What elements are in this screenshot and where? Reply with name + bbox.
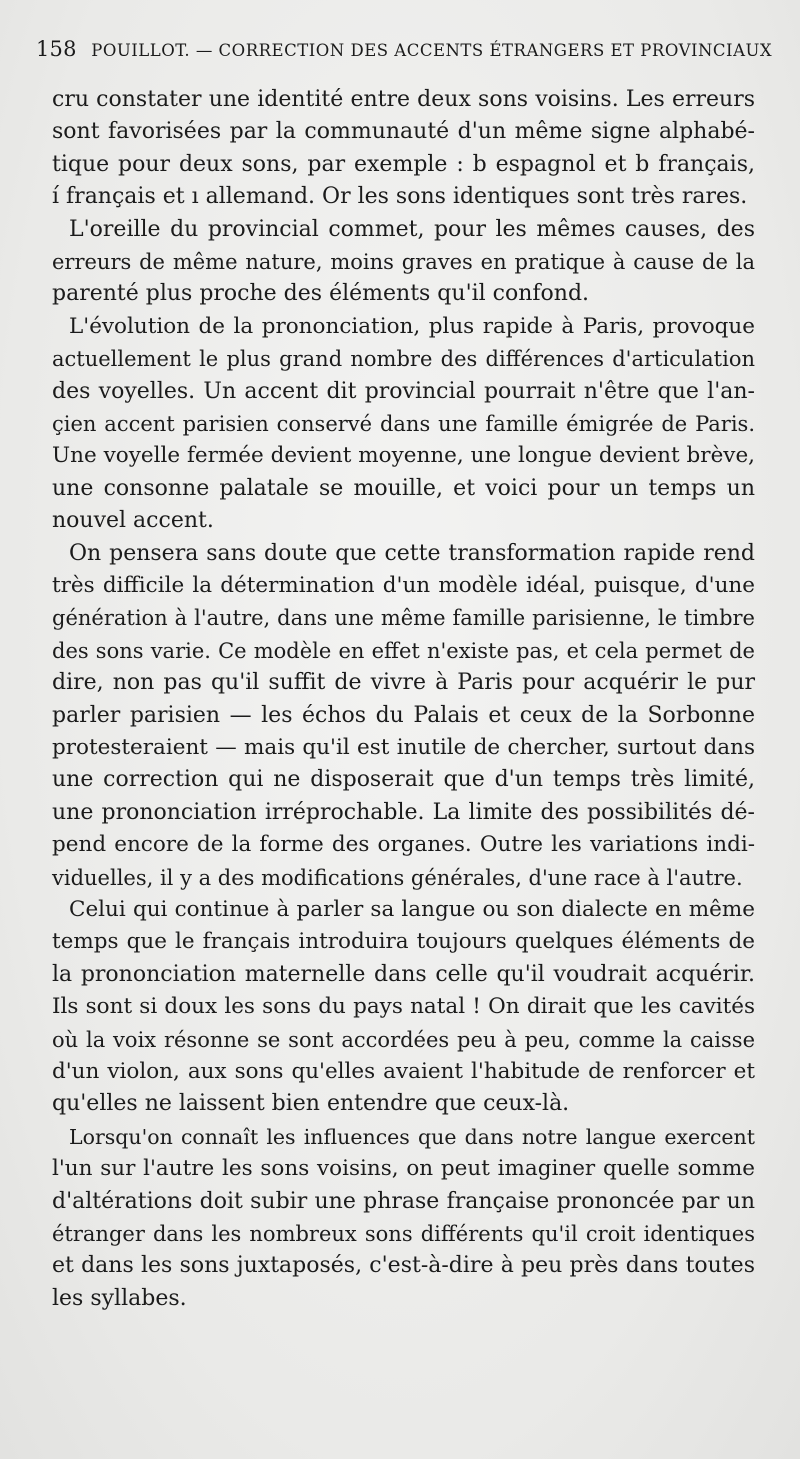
- running-title: POUILLOT. — CORRECTION DES ACCENTS ÉTRANGERS ET PROVINCIAUX: [91, 41, 773, 60]
- text-line: Lorsqu'on connaît les influences que dans notre langue exercent: [69, 1124, 755, 1149]
- text-line: génération à l'autre, dans une même famille parisienne, le timbre: [52, 606, 755, 631]
- text-line: nouvel accent.: [52, 508, 214, 534]
- text-line: cru constater une identité entre deux sons voisins. Les erreurs: [52, 87, 755, 112]
- text-line: où la voix résonne se sont accordées peu à peu, comme la caisse: [52, 1027, 755, 1052]
- page-number: 158: [36, 37, 77, 61]
- text-line: pend encore de la forme des organes. Outre les variations indi-: [52, 832, 755, 858]
- text-line: l'un sur l'autre les sons voisins, on peut imaginer quelle somme: [52, 1156, 755, 1182]
- text-line: erreurs de même nature, moins graves en pratique à cause de la: [52, 250, 755, 274]
- text-line: les syllabes.: [52, 1285, 187, 1311]
- text-line: étranger dans les nombreux sons différents qu'il croit identiques: [52, 1222, 755, 1246]
- text-line: temps que le français introduira toujours quelques éléments de: [52, 929, 755, 955]
- text-line: des voyelles. Un accent dit provincial pourrait n'être que l'an-: [52, 378, 755, 404]
- text-line: protesteraient — mais qu'il est inutile de chercher, surtout dans: [52, 735, 755, 760]
- text-line: sont favorisées par la communauté d'un même signe alphabé-: [52, 119, 755, 145]
- text-line: Ils sont si doux les sons du pays natal ! On dirait que les cavités: [52, 994, 755, 1020]
- text-line: la prononciation maternelle dans celle qu'il voudrait acquérir.: [52, 961, 755, 987]
- text-line: très difficile la détermination d'un modèle idéal, puisque, d'une: [52, 573, 755, 598]
- text-line: qu'elles ne laissent bien entendre que ceux-là.: [52, 1091, 570, 1117]
- text-line: une correction qui ne disposerait que d'un temps très limité,: [52, 767, 755, 793]
- text-line: actuellement le plus grand nombre des différences d'articulation: [52, 347, 755, 372]
- text-line: í français et ı allemand. Or les sons identiques sont très rares.: [52, 184, 748, 210]
- text-line: On pensera sans doute que cette transformation rapide rend: [69, 540, 755, 566]
- text-line: çien accent parisien conservé dans une famille émigrée de Paris.: [52, 412, 755, 436]
- text-line: parenté plus proche des éléments qu'il confond.: [52, 281, 590, 307]
- text-line: d'un violon, aux sons qu'elles avaient l'habitude de renforcer et: [52, 1059, 755, 1084]
- text-line: tique pour deux sons, par exemple : b espagnol et b français,: [52, 151, 755, 177]
- text-line: dire, non pas qu'il suffit de vivre à Paris pour acquérir le pur: [52, 670, 755, 696]
- text-line: une consonne palatale se mouille, et voici pour un temps un: [52, 475, 755, 501]
- text-line: d'altérations doit subir une phrase française prononcée par un: [52, 1188, 755, 1214]
- text-line: et dans les sons juxtaposés, c'est-à-dire à peu près dans toutes: [52, 1253, 755, 1279]
- text-line: L'oreille du provincial commet, pour les mêmes causes, des: [69, 216, 755, 242]
- text-line: Une voyelle fermée devient moyenne, une longue devient brève,: [52, 443, 755, 469]
- text-line: des sons varie. Ce modèle en effet n'existe pas, et cela permet de: [52, 638, 755, 663]
- text-line: L'évolution de la prononciation, plus rapide à Paris, provoque: [69, 313, 755, 339]
- text-line: viduelles, il y a des modifications générales, d'une race à l'autre.: [52, 865, 743, 890]
- text-line: une prononciation irréprochable. La limite des possibilités dé-: [52, 799, 755, 825]
- text-line: parler parisien — les échos du Palais et ceux de la Sorbonne: [52, 702, 755, 728]
- text-line: Celui qui continue à parler sa langue ou son dialecte en même: [69, 897, 755, 922]
